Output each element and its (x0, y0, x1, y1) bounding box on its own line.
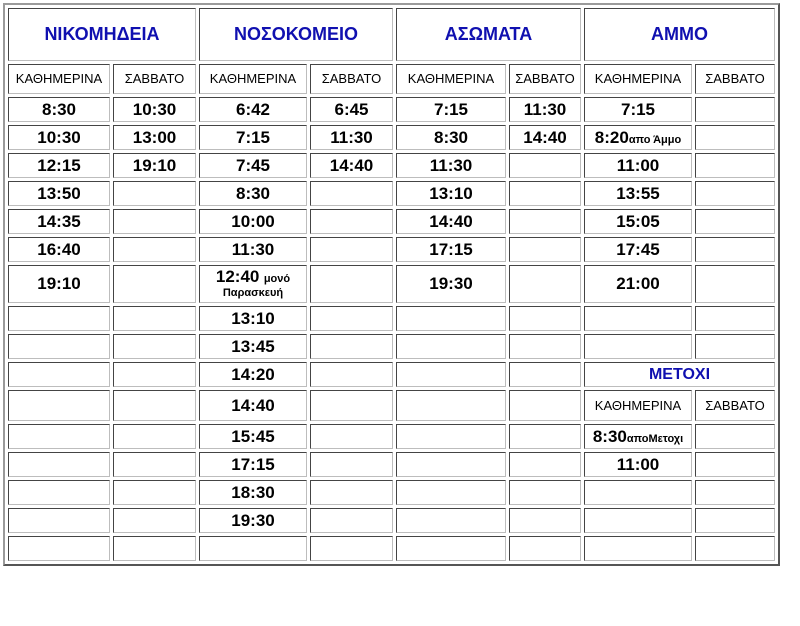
nikomideia-saturday-label (113, 64, 196, 94)
departure-time: 15:05 (616, 211, 660, 231)
departure-time: 14:40 (329, 155, 374, 175)
asomata-weekday-label (396, 64, 506, 94)
time-cell (396, 97, 506, 122)
nikomideia-weekday-label (8, 64, 110, 94)
empty-cell (310, 334, 393, 359)
departure-time: 15:45 (231, 426, 275, 446)
empty-cell (113, 306, 196, 331)
departure-time: 13:45 (231, 336, 275, 356)
station-metochi-title: ΜΕΤΟΧΙ (648, 365, 711, 383)
departure-time: 21:00 (616, 274, 660, 293)
time-cell (199, 209, 307, 234)
departure-note: Παρασκευή (222, 287, 284, 299)
empty-cell (310, 237, 393, 262)
empty-cell (695, 508, 775, 533)
time-cell (199, 362, 307, 387)
weekday-label: ΚΑΘΗΜΕΡΙΝΑ (209, 71, 297, 86)
ammo-saturday-label (695, 64, 775, 94)
time-cell (584, 125, 692, 150)
weekday-label: ΚΑΘΗΜΕΡΙΝΑ (15, 71, 103, 86)
empty-cell (584, 306, 692, 331)
day-label-row (8, 64, 775, 94)
empty-cell (310, 536, 393, 561)
departure-time: 13:55 (616, 183, 660, 203)
departure-time: 6:42 (235, 99, 271, 119)
empty-cell (113, 452, 196, 477)
empty-cell (8, 362, 110, 387)
time-cell (310, 125, 393, 150)
empty-cell (695, 452, 775, 477)
time-cell (199, 424, 307, 449)
empty-cell (509, 362, 581, 387)
empty-cell (113, 334, 196, 359)
time-cell (396, 125, 506, 150)
empty-cell (8, 508, 110, 533)
empty-cell (695, 334, 775, 359)
departure-time: 7:15 (433, 99, 469, 119)
time-cell (199, 153, 307, 178)
departure-time: 12:40 (215, 267, 260, 286)
departure-time: 14:40 (523, 127, 567, 147)
table-row (8, 424, 775, 449)
empty-cell (113, 508, 196, 533)
table-row (8, 306, 775, 331)
time-cell (199, 125, 307, 150)
empty-cell (310, 265, 393, 303)
station-nikomideia-title: ΝΙΚΟΜΗΔΕΙΑ (44, 24, 160, 44)
time-cell (199, 97, 307, 122)
empty-cell (509, 424, 581, 449)
station-header-row (8, 8, 775, 61)
departure-note: αποΜετοχι (626, 432, 684, 445)
departure-time: 10:30 (37, 127, 81, 147)
departure-time: 14:40 (429, 211, 473, 231)
departure-time: 7:45 (235, 155, 271, 175)
empty-cell (509, 390, 581, 421)
time-cell (584, 153, 692, 178)
departure-time: 13:00 (132, 127, 177, 147)
departure-time: 11:00 (616, 155, 660, 175)
empty-cell (8, 480, 110, 505)
empty-cell (8, 536, 110, 561)
empty-cell (396, 508, 506, 533)
time-cell (199, 480, 307, 505)
empty-cell (695, 125, 775, 150)
time-cell (113, 153, 196, 178)
empty-cell (113, 181, 196, 206)
time-cell (199, 334, 307, 359)
bus-timetable (3, 3, 780, 566)
station-asomata-title: ΑΣΩΜΑΤΑ (444, 24, 533, 44)
time-cell (8, 125, 110, 150)
time-cell (584, 452, 692, 477)
empty-cell (584, 334, 692, 359)
empty-cell (509, 265, 581, 303)
empty-cell (396, 390, 506, 421)
time-cell (509, 125, 581, 150)
empty-cell (509, 181, 581, 206)
time-cell (509, 97, 581, 122)
empty-cell (509, 536, 581, 561)
departure-time: 8:30 (41, 99, 77, 119)
metochi-weekday-label (584, 390, 692, 421)
empty-cell (113, 390, 196, 421)
empty-cell (695, 181, 775, 206)
empty-cell (584, 508, 692, 533)
empty-cell (310, 508, 393, 533)
empty-cell (509, 153, 581, 178)
saturday-label: ΣΑΒΒΑΤΟ (705, 71, 765, 86)
departure-time: 19:30 (429, 274, 473, 293)
departure-time: 11:30 (231, 239, 275, 259)
departure-time: 7:15 (620, 99, 656, 119)
time-cell (396, 153, 506, 178)
time-cell (199, 306, 307, 331)
empty-cell (509, 480, 581, 505)
station-nosokomeio-title: ΝΟΣΟΚΟΜΕΙΟ (234, 24, 358, 44)
departure-time: 10:00 (231, 211, 275, 231)
table-row (8, 362, 775, 387)
empty-cell (113, 480, 196, 505)
departure-time: 6:45 (334, 99, 369, 119)
departure-time: 8:30 (592, 426, 627, 446)
time-cell (199, 452, 307, 477)
empty-cell (310, 209, 393, 234)
empty-cell (113, 536, 196, 561)
time-cell (8, 265, 110, 303)
departure-time: 8:30 (235, 183, 271, 203)
table-row (8, 209, 775, 234)
empty-cell (113, 237, 196, 262)
time-cell (396, 181, 506, 206)
time-cell (199, 390, 307, 421)
empty-cell (310, 362, 393, 387)
empty-cell (695, 237, 775, 262)
time-cell (310, 97, 393, 122)
empty-cell (310, 306, 393, 331)
departure-time: 13:10 (429, 183, 473, 203)
empty-cell (509, 508, 581, 533)
time-cell (584, 181, 692, 206)
empty-cell (8, 390, 110, 421)
time-cell (8, 237, 110, 262)
departure-time: 12:15 (37, 155, 81, 175)
time-cell (199, 237, 307, 262)
station-nosokomeio-header (199, 8, 393, 61)
empty-cell (509, 452, 581, 477)
departure-time: 13:50 (37, 183, 81, 203)
time-cell (8, 181, 110, 206)
time-cell (8, 153, 110, 178)
departure-time: 19:30 (231, 510, 275, 530)
empty-cell (396, 362, 506, 387)
time-cell (8, 209, 110, 234)
table-row (8, 508, 775, 533)
empty-cell (695, 209, 775, 234)
empty-cell (113, 209, 196, 234)
departure-time: 17:15 (429, 239, 473, 259)
time-cell (584, 265, 692, 303)
time-cell (584, 424, 692, 449)
time-cell (113, 125, 196, 150)
saturday-label: ΣΑΒΒΑΤΟ (515, 71, 575, 86)
departure-time: 11:00 (616, 454, 660, 474)
table-row (8, 480, 775, 505)
empty-cell (396, 424, 506, 449)
empty-cell (396, 452, 506, 477)
departure-time: 11:30 (330, 127, 373, 147)
empty-cell (509, 237, 581, 262)
table-row (8, 452, 775, 477)
empty-cell (310, 181, 393, 206)
departure-time: 7:15 (235, 127, 271, 147)
empty-cell (8, 334, 110, 359)
nosokomeio-saturday-label (310, 64, 393, 94)
table-row (8, 125, 775, 150)
empty-cell (113, 424, 196, 449)
time-cell (113, 97, 196, 122)
saturday-label: ΣΑΒΒΑΤΟ (705, 397, 765, 413)
time-cell (199, 265, 307, 303)
station-nikomideia-header (8, 8, 196, 61)
empty-cell (8, 424, 110, 449)
table-row (8, 390, 775, 421)
station-asomata-header (396, 8, 581, 61)
empty-cell (113, 362, 196, 387)
departure-note: μονό (263, 273, 291, 285)
station-metochi-header (584, 362, 775, 387)
empty-cell (8, 452, 110, 477)
empty-cell (584, 480, 692, 505)
table-row (8, 97, 775, 122)
empty-cell (695, 265, 775, 303)
empty-cell (396, 334, 506, 359)
empty-cell (509, 209, 581, 234)
table-row (8, 237, 775, 262)
time-cell (199, 508, 307, 533)
departure-note: απο Άμμο (628, 133, 682, 146)
departure-time: 18:30 (231, 482, 275, 502)
ammo-weekday-label (584, 64, 692, 94)
departure-time: 17:15 (231, 454, 275, 474)
station-ammo-header (584, 8, 775, 61)
empty-cell (509, 306, 581, 331)
empty-cell (695, 306, 775, 331)
time-cell (396, 237, 506, 262)
empty-cell (695, 536, 775, 561)
empty-cell (113, 265, 196, 303)
empty-cell (695, 424, 775, 449)
station-ammo-title: ΑΜΜΟ (651, 24, 708, 44)
empty-cell (695, 97, 775, 122)
table-row (8, 265, 775, 303)
empty-cell (695, 153, 775, 178)
empty-cell (695, 480, 775, 505)
departure-time: 10:30 (132, 99, 177, 119)
empty-cell (199, 536, 307, 561)
departure-time: 13:10 (231, 308, 275, 328)
empty-cell (310, 452, 393, 477)
departure-time: 14:20 (231, 364, 275, 384)
time-cell (584, 237, 692, 262)
departure-time: 19:10 (37, 274, 81, 293)
departure-time: 14:40 (231, 395, 275, 415)
nosokomeio-weekday-label (199, 64, 307, 94)
time-cell (584, 97, 692, 122)
empty-cell (584, 536, 692, 561)
departure-time: 8:20 (594, 127, 629, 147)
weekday-label: ΚΑΘΗΜΕΡΙΝΑ (407, 71, 495, 86)
empty-cell (310, 390, 393, 421)
time-cell (199, 181, 307, 206)
table-row (8, 153, 775, 178)
empty-cell (8, 306, 110, 331)
departure-time: 17:45 (616, 239, 660, 259)
table-row (8, 536, 775, 561)
saturday-label: ΣΑΒΒΑΤΟ (321, 71, 382, 86)
table-row (8, 334, 775, 359)
time-cell (310, 153, 393, 178)
saturday-label: ΣΑΒΒΑΤΟ (124, 71, 185, 86)
departure-time: 8:30 (433, 127, 469, 147)
time-cell (396, 209, 506, 234)
time-cell (8, 97, 110, 122)
empty-cell (396, 536, 506, 561)
metochi-saturday-label (695, 390, 775, 421)
time-cell (584, 209, 692, 234)
departure-time: 11:30 (429, 155, 473, 175)
empty-cell (509, 334, 581, 359)
departure-time: 19:10 (132, 155, 177, 175)
weekday-label: ΚΑΘΗΜΕΡΙΝΑ (594, 71, 682, 86)
empty-cell (396, 480, 506, 505)
asomata-saturday-label (509, 64, 581, 94)
departure-time: 16:40 (37, 239, 81, 259)
table-row (8, 181, 775, 206)
weekday-label: ΚΑΘΗΜΕΡΙΝΑ (594, 397, 682, 413)
empty-cell (310, 480, 393, 505)
departure-time: 11:30 (523, 99, 567, 119)
empty-cell (396, 306, 506, 331)
departure-time: 14:35 (37, 211, 81, 231)
empty-cell (310, 424, 393, 449)
time-cell (396, 265, 506, 303)
